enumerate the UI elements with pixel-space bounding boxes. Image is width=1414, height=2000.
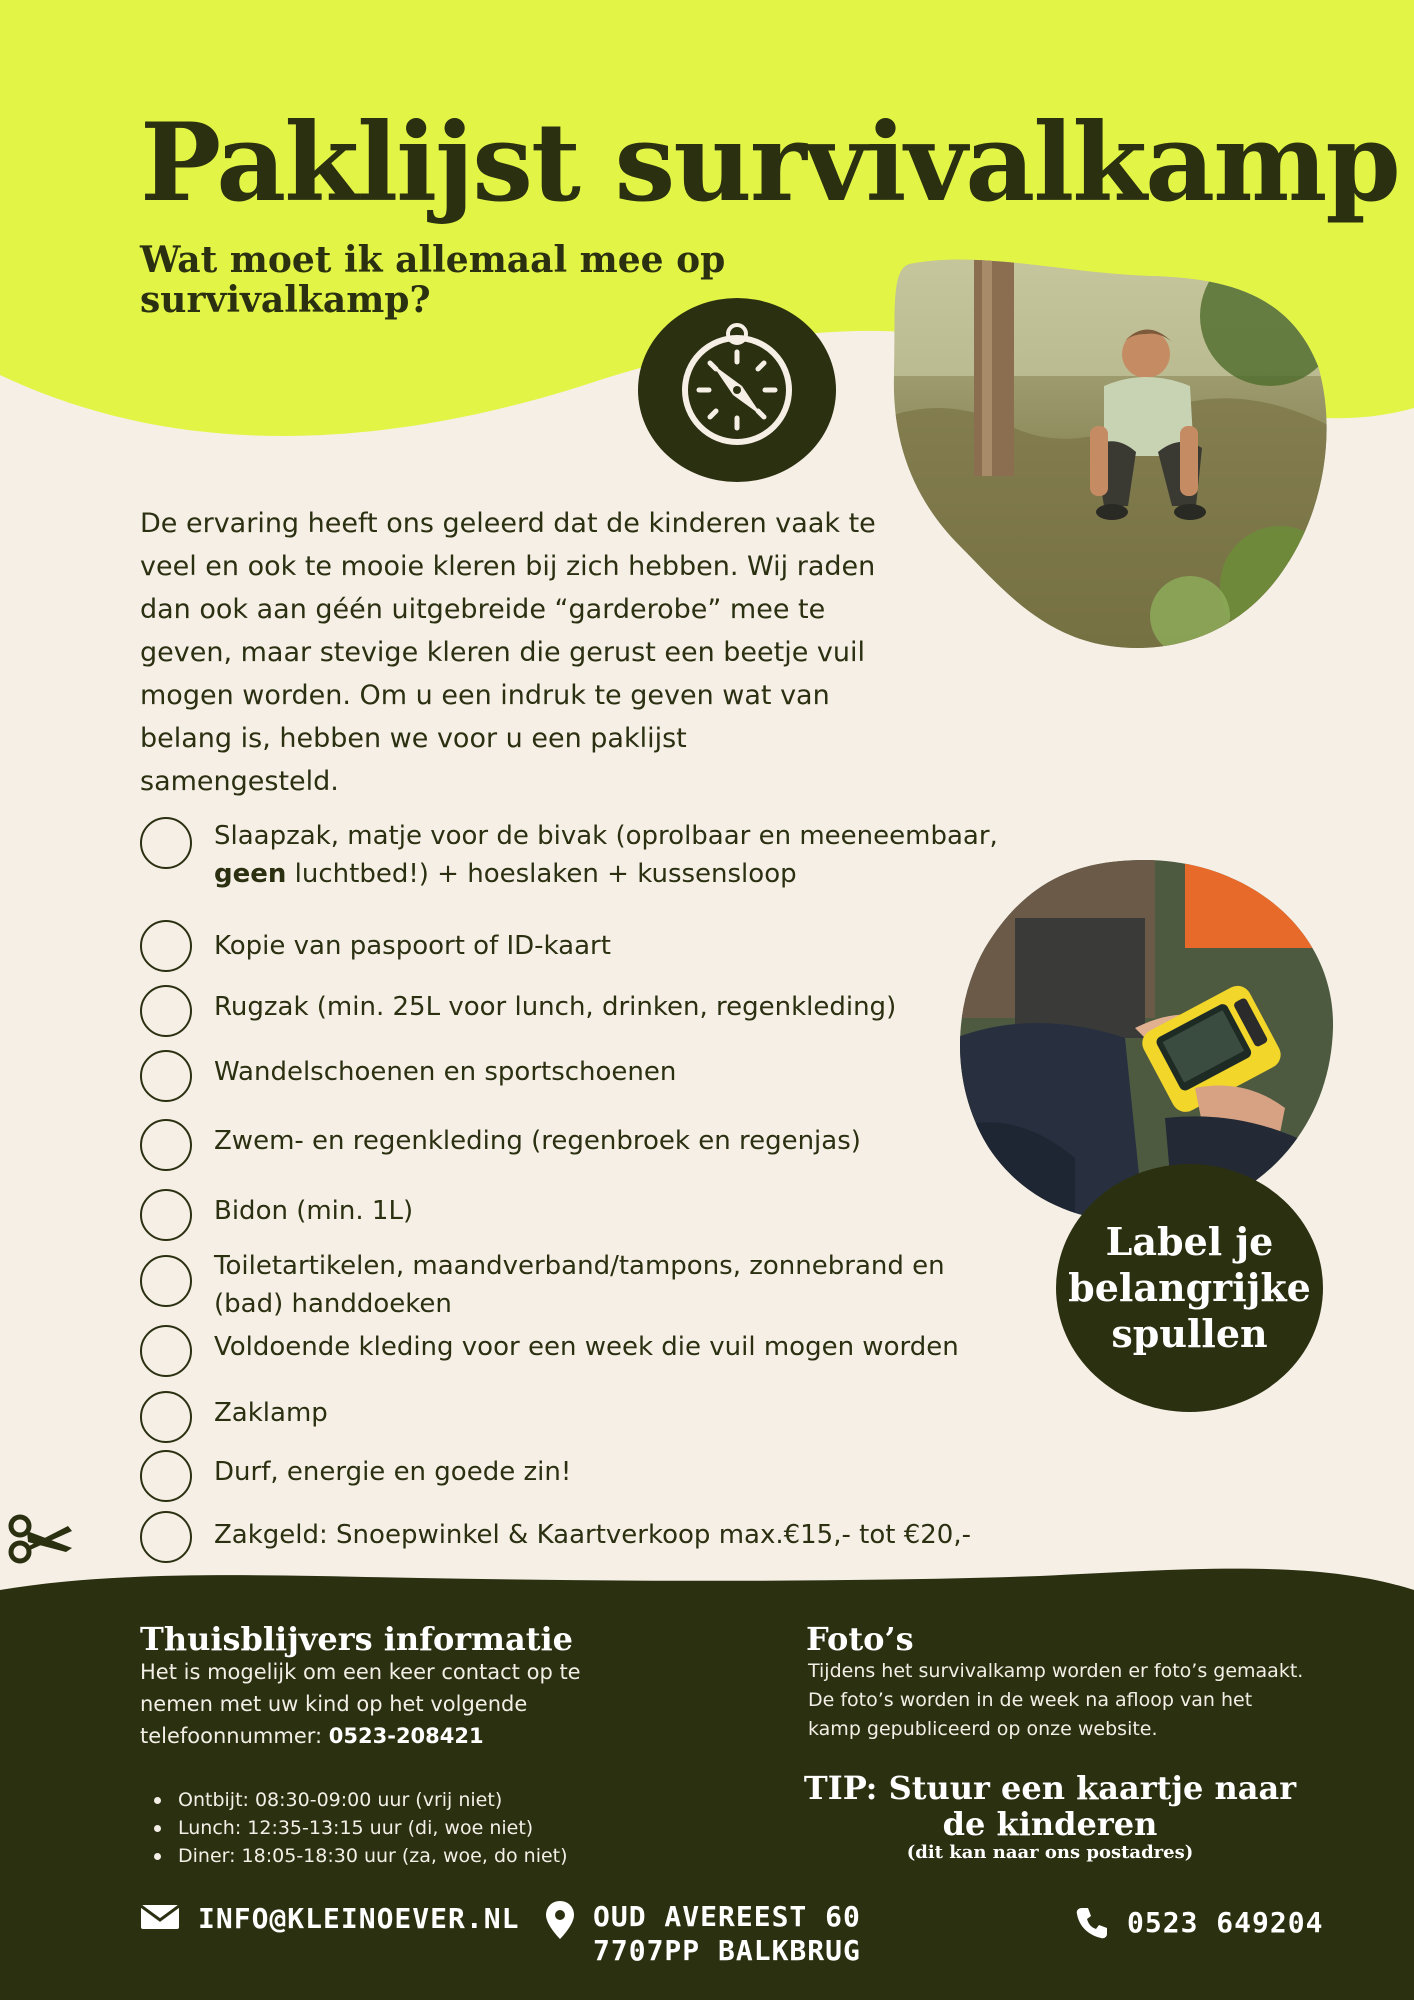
address-line1: OUD AVEREEST 60 — [593, 1900, 861, 1933]
checklist-label: Zwem- en regenkleding (regenbroek en regenjas) — [214, 1126, 861, 1156]
page-subtitle: Wat moet ik allemaal mee op survivalkamp? — [140, 239, 726, 321]
boy-in-grass-photo — [890, 256, 1330, 650]
contact-phone[interactable] — [1075, 1906, 1323, 1940]
checklist-item[interactable] — [140, 1189, 413, 1241]
checklist-label: Zaklamp — [214, 1398, 328, 1428]
checkbox[interactable] — [140, 1450, 192, 1502]
checklist-item[interactable] — [140, 985, 896, 1037]
label-badge-line1: Label je — [1105, 1219, 1274, 1264]
home-info-text-body: Het is mogelijk om een keer contact op te nemen met uw kind op het volgende telefoonnummer: — [140, 1660, 581, 1748]
checklist-item[interactable] — [140, 1050, 676, 1102]
meal-times-list — [140, 1786, 568, 1870]
tip-subtitle: (dit kan naar ons postadres) — [906, 1842, 1194, 1863]
checklist-label-part: luchtbed!) + hoeslaken + kussensloop — [286, 859, 797, 889]
label-badge-line2: belangrijke — [1068, 1265, 1311, 1310]
checklist-item[interactable] — [140, 1450, 571, 1502]
checklist-label: Kopie van paspoort of ID-kaart — [214, 931, 611, 961]
checklist-label — [214, 817, 1014, 893]
checklist-item[interactable] — [140, 1251, 994, 1323]
meal-time-item: Ontbijt: 08:30-09:00 uur (vrij niet) — [140, 1786, 568, 1814]
envelope-icon — [140, 1902, 180, 1932]
checklist-item-sleeping-bag[interactable] — [140, 817, 1014, 893]
home-info-phone: 0523-208421 — [328, 1724, 484, 1748]
checkbox[interactable] — [140, 1189, 192, 1241]
checkbox[interactable] — [140, 1050, 192, 1102]
contact-address — [545, 1900, 861, 1968]
checkbox[interactable] — [140, 1391, 192, 1443]
tip-block — [790, 1770, 1310, 1864]
checkbox[interactable] — [140, 1255, 192, 1307]
phone-number[interactable]: 0523 649204 — [1127, 1906, 1324, 1939]
meal-time-item: Diner: 18:05-18:30 uur (za, woe, do niet) — [140, 1842, 568, 1870]
email-address[interactable]: INFO@KLEINOEVER.NL — [198, 1902, 520, 1935]
label-badge — [1056, 1164, 1323, 1412]
checklist-item[interactable] — [140, 1391, 328, 1443]
photos-heading: Foto’s — [806, 1620, 914, 1658]
checklist-item[interactable] — [140, 1511, 971, 1563]
checklist-item[interactable] — [140, 1119, 861, 1171]
checkbox[interactable] — [140, 1325, 192, 1377]
phone-icon — [1075, 1906, 1109, 1940]
checkbox[interactable] — [140, 817, 192, 869]
location-pin-icon — [545, 1900, 575, 1940]
checklist-label: Durf, energie en goede zin! — [214, 1457, 572, 1487]
checklist-label-bold: geen — [214, 859, 287, 889]
checklist-item[interactable] — [140, 920, 611, 972]
checklist-label: Voldoende kleding voor een week die vuil mogen worden — [214, 1332, 959, 1362]
checkbox[interactable] — [140, 985, 192, 1037]
checklist-label: Toiletartikelen, maandverband/tampons, zonnebrand en (bad) handdoeken — [214, 1251, 945, 1319]
checklist-label: Rugzak (min. 25L voor lunch, drinken, regenkleding) — [214, 992, 897, 1022]
intro-paragraph: De ervaring heeft ons geleerd dat de kinderen vaak te veel en ook te mooie kleren bij zich hebben. Wij raden dan ook aan géén uitgebreide “garderobe” mee te geven, maar stevige kleren die gerust een beetje vuil mogen worden. Om u een indruk te geven wat van belang is, hebben we voor u een paklijst samengesteld. — [140, 508, 876, 797]
checkbox[interactable] — [140, 1119, 192, 1171]
checklist-label: Zakgeld: Snoepwinkel & Kaartverkoop max.€15,- tot €20,- — [214, 1520, 971, 1550]
home-info-heading: Thuisblijvers informatie — [140, 1620, 574, 1658]
scissors-icon — [8, 1508, 74, 1568]
checkbox[interactable] — [140, 1511, 192, 1563]
checklist-label: Bidon (min. 1L) — [214, 1196, 414, 1226]
checklist-item[interactable] — [140, 1325, 959, 1377]
checkbox[interactable] — [140, 920, 192, 972]
contact-email[interactable] — [140, 1902, 519, 1936]
checklist-label-part: Slaapzak, matje voor de bivak (oprolbaar en meeneembaar, — [214, 821, 998, 851]
tip-title: TIP: Stuur een kaartje naar de kinderen — [803, 1769, 1297, 1843]
label-badge-line3: spullen — [1111, 1311, 1268, 1356]
checklist-label: Wandelschoenen en sportschoenen — [214, 1057, 677, 1087]
page-title: Paklijst survivalkamp — [140, 100, 1399, 226]
meal-time-item: Lunch: 12:35-13:15 uur (di, woe niet) — [140, 1814, 568, 1842]
photos-text: Tijdens het survivalkamp worden er foto’s gemaakt. De foto’s worden in de week na afloop van het kamp gepubliceerd op onze website. — [808, 1660, 1304, 1740]
compass-icon — [638, 298, 836, 482]
home-info-text — [140, 1656, 640, 1752]
address-line2: 7707PP BALKBRUG — [593, 1934, 861, 1967]
